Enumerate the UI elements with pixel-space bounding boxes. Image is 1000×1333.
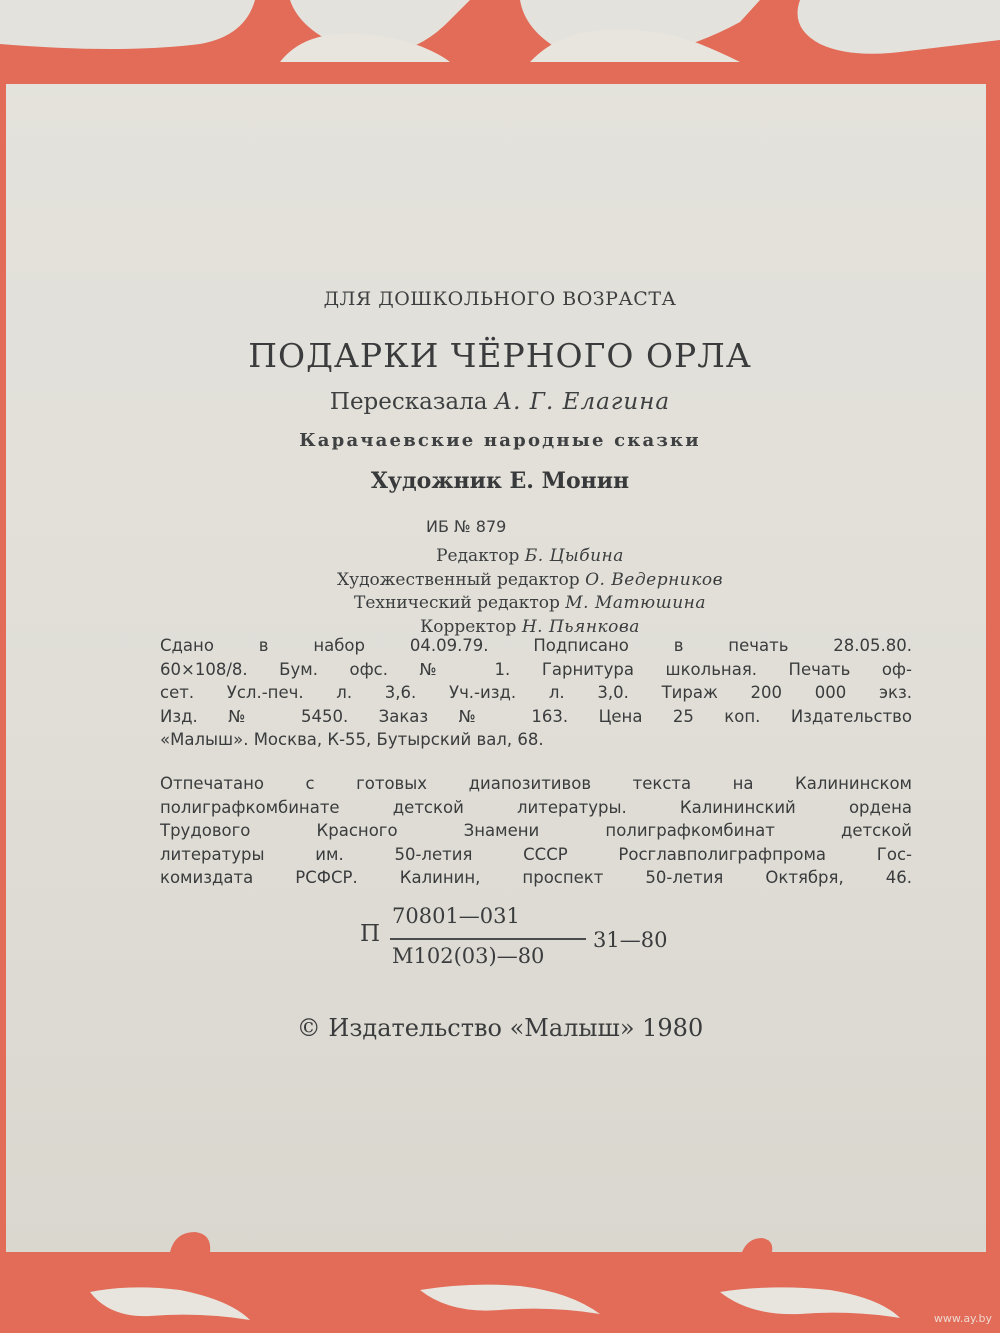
staff-role: Технический редактор bbox=[354, 593, 560, 613]
imprint-line: Сдано в набор 04.09.79. Подписано в печать 28.05.80. bbox=[160, 636, 912, 655]
staff-line bbox=[280, 569, 780, 593]
bottom-loop-right bbox=[742, 1238, 772, 1252]
staff-role: Корректор bbox=[420, 616, 517, 637]
site-watermark: www.ay.by bbox=[933, 1312, 992, 1325]
right-border bbox=[986, 62, 1000, 1333]
catalog-code-prefix: П bbox=[360, 921, 381, 947]
age-series: ДЛЯ ДОШКОЛЬНОГО ВОЗРАСТА bbox=[323, 288, 677, 310]
staff-line bbox=[280, 545, 780, 569]
bottom-loop-left bbox=[170, 1232, 210, 1252]
staff-name: Н. Пьянкова bbox=[521, 616, 640, 637]
printer-line: комиздата РСФСР. Калинин, проспект 50-летия Октября, 46. bbox=[160, 868, 912, 888]
retold-author: А. Г. Елагина bbox=[494, 389, 671, 415]
top-ornament bbox=[0, 0, 1000, 62]
retold-by bbox=[0, 389, 1000, 415]
printer-line: полиграфкомбинате детской литературы. Калининский ордена bbox=[160, 797, 912, 817]
printer-line: литературы им. 50-летия СССР Росглавполиграфпрома Гос- bbox=[160, 844, 912, 864]
catalog-code-suffix: 31—80 bbox=[593, 928, 668, 952]
printer-line: Трудового Красного Знамени полиграфкомбинат детской bbox=[160, 821, 912, 841]
catalog-code-denominator: М102(03)—80 bbox=[392, 944, 545, 968]
staff-name: О. Ведерников bbox=[585, 569, 724, 590]
staff-name: М. Матюшина bbox=[565, 593, 706, 613]
printer-paragraph bbox=[160, 772, 912, 890]
printer-line: Отпечатано с готовых диапозитивов текста на Калининском bbox=[160, 774, 912, 793]
imprint-paragraph bbox=[160, 634, 912, 752]
imprint-line: Изд. № 5450. Заказ № 163. Цена 25 коп. Издательство bbox=[160, 706, 912, 726]
artist-credit: Художник Е. Монин bbox=[370, 468, 630, 494]
left-border bbox=[0, 62, 6, 1333]
imprint-line: сет. Усл.-печ. л. 3,6. Уч.-изд. л. 3,0. Тираж 200 000 экз. bbox=[160, 683, 912, 703]
staff-credits bbox=[280, 545, 780, 639]
copyright-line: © Издательство «Малыш» 1980 bbox=[296, 1014, 704, 1042]
staff-name: Б. Цыбина bbox=[524, 546, 624, 566]
fraction-bar bbox=[390, 938, 586, 940]
imprint-line: 60×108/8. Бум. офс. № 1. Гарнитура школьная. Печать оф- bbox=[160, 659, 912, 679]
ib-number: ИБ № 879 bbox=[426, 517, 507, 536]
staff-role: Художественный редактор bbox=[336, 569, 580, 590]
book-title: ПОДАРКИ ЧЁРНОГО ОРЛА bbox=[248, 336, 752, 375]
book-subtitle: Карачаевские народные сказки bbox=[299, 430, 701, 451]
imprint-line: «Малыш». Москва, К-55, Бутырский вал, 68. bbox=[160, 730, 544, 750]
top-border-band bbox=[0, 62, 1000, 84]
retold-prefix: Пересказала bbox=[329, 389, 488, 415]
catalog-code-numerator: 70801—031 bbox=[392, 904, 520, 928]
bottom-border-band bbox=[0, 1252, 1000, 1280]
staff-role: Редактор bbox=[436, 546, 520, 566]
staff-line bbox=[280, 592, 780, 616]
